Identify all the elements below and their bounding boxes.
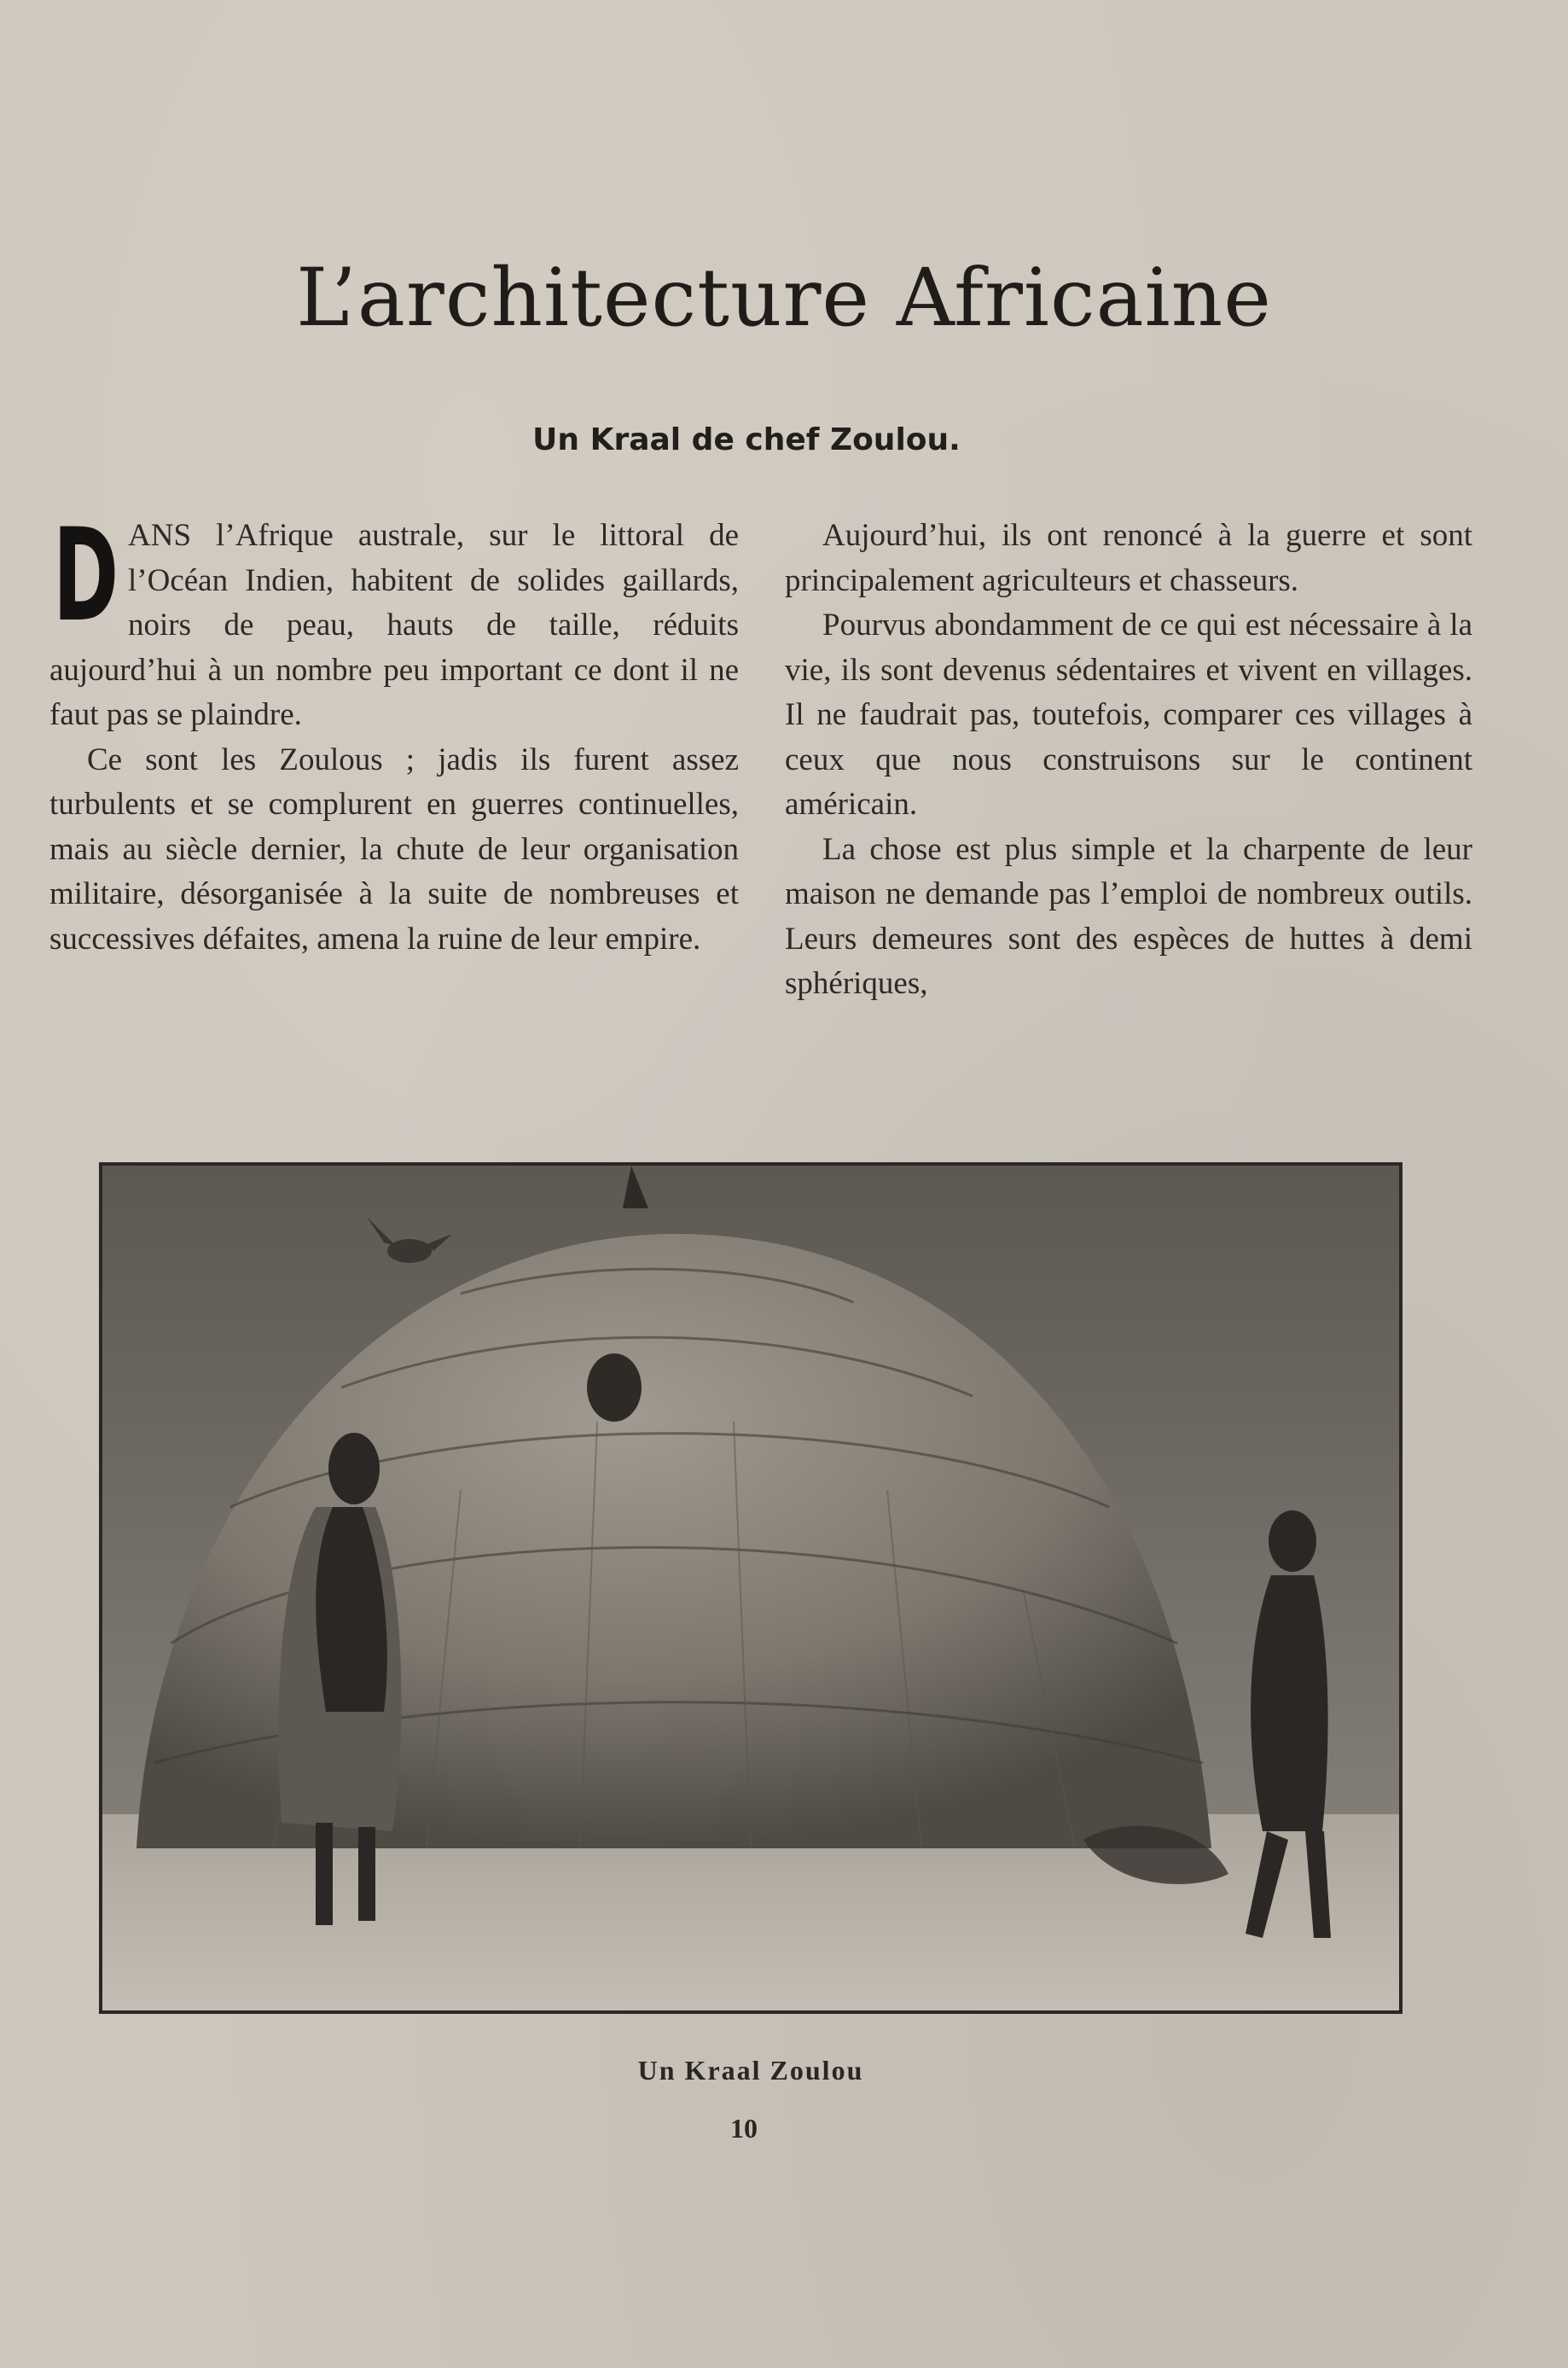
article-title: L’architecture Africaine — [296, 252, 1272, 345]
paragraph: Aujourd’hui, ils ont renoncé à la guerre et sont principalement agriculteurs et chasseurs. — [785, 518, 1472, 598]
left-column — [49, 502, 739, 962]
paragraph: La chose est plus simple et la charpente de leur maison ne demande pas l’emploi de nombreux outils. Leurs demeures sont des espèces de huttes à demi sphériques, — [785, 831, 1472, 1001]
page-number: 10 — [730, 2113, 758, 2144]
article-subtitle: Un Kraal de chef Zoulou. — [532, 422, 961, 457]
paragraph: Pourvus abondamment de ce qui est nécessaire à la vie, ils sont devenus sédentaires et vivent en villages. Il ne faudrait pas, toutefois, comparer ces villages à ceux que nous construisons sur le continent américain. — [785, 608, 1472, 822]
drop-cap: D — [53, 502, 119, 650]
kraal-photograph — [99, 1162, 1402, 2014]
right-column — [785, 514, 1472, 1007]
figure-caption: Un Kraal Zoulou — [637, 2055, 864, 2086]
hut-illustration — [102, 1166, 1399, 2010]
paragraph: Ce sont les Zoulous ; jadis ils furent assez turbulents et se complurent en guerres continuelles, mais au siècle dernier, la chute de leur organisation militaire, désorganisée à la suite de nombreuses et successives défaites, amena la ruine de leur empire. — [49, 742, 739, 957]
paragraph-text: ANS l’Afrique australe, sur le littoral de l’Océan Indien, habitent de solides gaillards, noirs de peau, hauts de taille, réduits aujourd’hui à un nombre peu important ce dont il ne faut pas se plaindre. — [49, 518, 739, 732]
paragraph — [49, 502, 739, 738]
